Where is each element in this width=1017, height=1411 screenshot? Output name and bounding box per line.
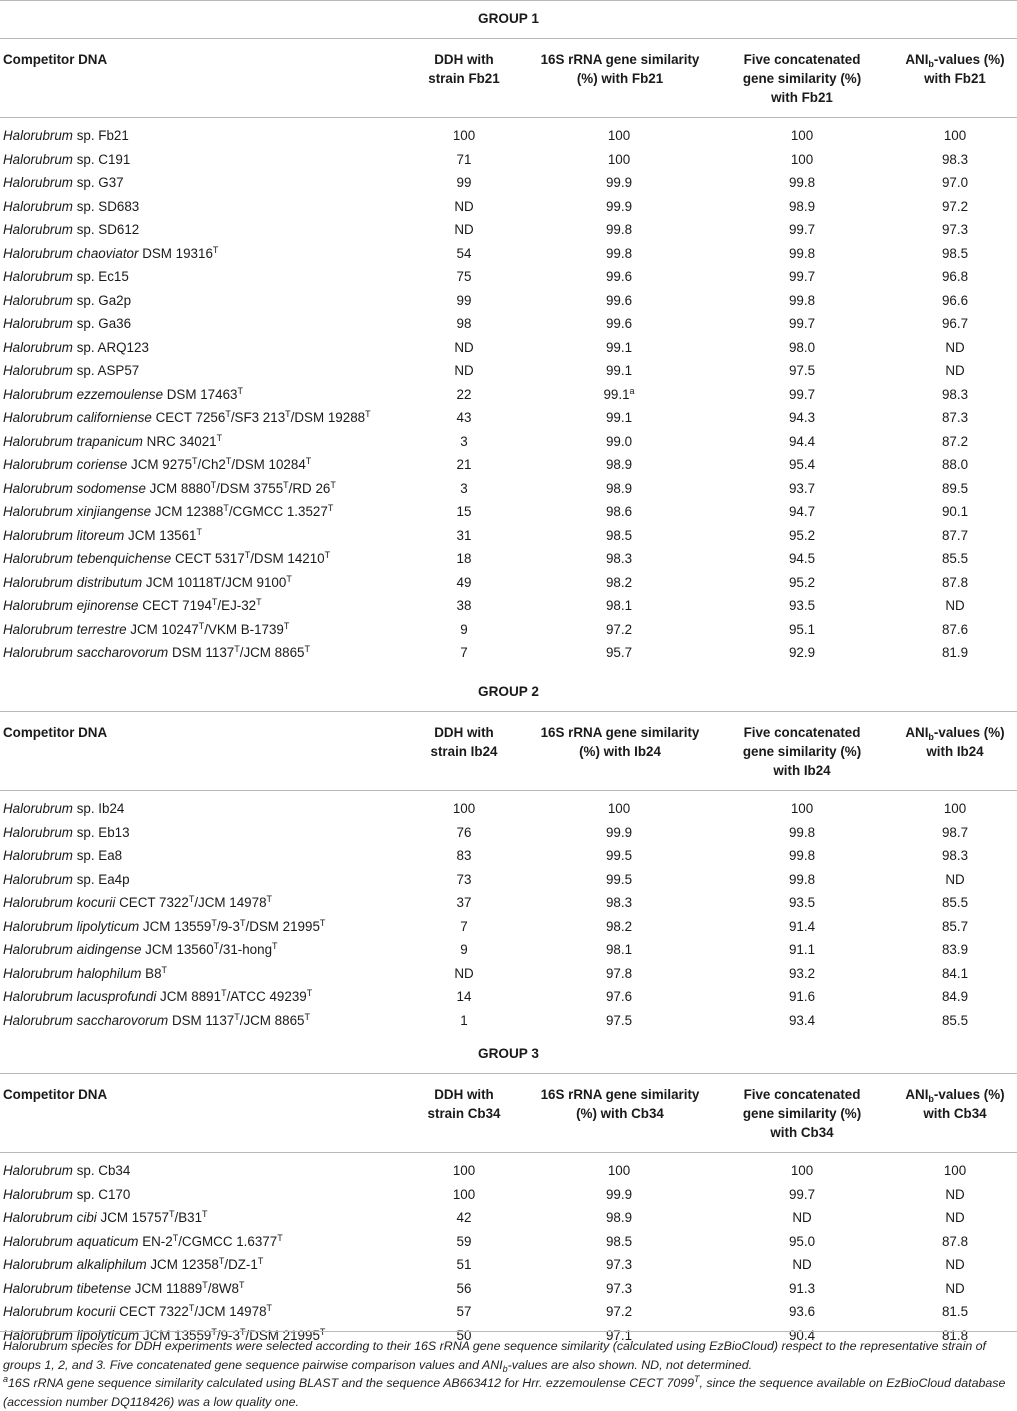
five-gene-similarity-cell: 100 (790, 151, 814, 167)
five-gene-similarity-cell: 93.5 (788, 895, 816, 910)
header-ani-line2: with Ib24 (926, 744, 984, 759)
ani-cell: 81.8 (941, 1327, 969, 1343)
header-ddh (412, 723, 516, 761)
five-gene-similarity-cell: 99.7 (788, 386, 816, 402)
five-gene-similarity-cell: 95.2 (788, 574, 816, 590)
header-ani-line2: with Cb34 (923, 1106, 987, 1121)
ddh-cell: 22 (456, 386, 472, 402)
rrna-similarity-cell: 100 (607, 1163, 631, 1178)
competitor-cell: Halorubrum sp. Ib24 (3, 801, 125, 816)
competitor-cell: Halorubrum lipolyticum JCM $13559^T/9-3^T$/DSM $21995^T$ (3, 917, 326, 934)
rrna-similarity-cell: 98.3 (605, 895, 633, 910)
table-row (0, 336, 1017, 360)
rrna-similarity-cell: 97.2 (605, 621, 633, 637)
competitor-cell: Halorubrum ezzemoulense DSM $17463^T$ (3, 385, 243, 402)
header-five-line1: Five concatenated (743, 52, 861, 67)
header-16s-line2: (%) with Fb21 (576, 71, 664, 86)
five-gene-similarity-cell: 99.7 (788, 316, 816, 331)
ddh-cell: 3 (460, 433, 468, 449)
five-gene-similarity-cell: 91.6 (788, 989, 816, 1004)
ani-cell: ND (945, 1280, 965, 1296)
five-gene-similarity-cell: 91.1 (788, 942, 816, 957)
rrna-similarity-cell: 100 (607, 128, 631, 143)
ddh-cell: 71 (456, 151, 472, 167)
table-row (0, 547, 1017, 571)
rrna-similarity-cell: 99.5 (605, 871, 633, 887)
five-gene-similarity-cell: 99.7 (788, 269, 816, 284)
ddh-cell: ND (454, 222, 474, 237)
competitor-cell: Halorubrum sp. SD683 (3, 198, 140, 214)
table-row (0, 938, 1017, 962)
table-row (0, 124, 1017, 148)
five-gene-similarity-cell: 100 (790, 128, 814, 143)
rrna-similarity-cell: 100 (607, 151, 631, 167)
competitor-cell: Halorubrum tibetense JCM $11889^T/8W8^T$ (3, 1279, 245, 1296)
rrna-similarity-cell: 99.9 (605, 824, 633, 840)
header-five-genes (727, 1085, 877, 1142)
competitor-cell: Halorubrum ejinorense CECT $7194^T/EJ-32^T$ (3, 597, 262, 613)
header-ddh-line1: DDH with (434, 52, 494, 67)
ddh-cell: 1 (460, 1012, 468, 1028)
five-gene-similarity-cell: 99.8 (788, 245, 816, 261)
header-ani (890, 723, 1017, 761)
table-row (0, 594, 1017, 618)
header-ddh (412, 50, 516, 88)
table-row (0, 962, 1017, 986)
rrna-similarity-cell: 100 (607, 801, 631, 816)
competitor-cell: Halorubrum sp. ARQ123 (3, 339, 149, 355)
competitor-cell: Halorubrum sp. Eb13 (3, 824, 130, 840)
header-five-line3: with Cb34 (770, 1125, 834, 1140)
header-five-line2: gene similarity (%) (742, 744, 862, 759)
competitor-cell: Halorubrum lipolyticum JCM $13559^T/9-3^T$/DSM $21995^T$ (3, 1326, 326, 1343)
ddh-cell: 9 (460, 942, 468, 957)
table-row (0, 868, 1017, 892)
ani-cell: 98.3 (941, 848, 969, 863)
rrna-similarity-cell: 98.3 (605, 551, 633, 566)
ddh-cell: 9 (460, 621, 468, 637)
table-row (0, 1009, 1017, 1033)
header-ddh-line1: DDH with (434, 725, 494, 740)
ani-cell: ND (945, 1210, 965, 1225)
ani-cell: 96.7 (941, 316, 969, 331)
header-five-line1: Five concatenated (743, 1087, 861, 1102)
five-gene-similarity-cell: ND (792, 1210, 812, 1225)
group-title: GROUP 1 (478, 11, 539, 26)
competitor-cell: Halorubrum aquaticum $EN-2^T$/CGMCC $1.6377^T$ (3, 1232, 283, 1249)
header-five-genes (727, 50, 877, 107)
five-gene-similarity-cell: 95.4 (788, 457, 816, 472)
table-row (0, 1159, 1017, 1183)
rrna-similarity-cell: 99.6 (605, 269, 633, 284)
five-gene-similarity-cell: 94.3 (788, 410, 816, 425)
competitor-cell: Halorubrum sodomense JCM $8880^T$/DSM $3755^T/RD$ $26^T$ (3, 479, 336, 496)
rrna-similarity-cell: 99.0 (605, 433, 633, 449)
ani-cell: 81.9 (941, 645, 969, 660)
rrna-similarity-cell: 99.5 (605, 848, 633, 863)
ani-cell: 85.5 (941, 895, 969, 910)
rrna-similarity-cell: 99.6 (605, 316, 633, 331)
ani-cell: 84.1 (941, 965, 969, 981)
table-row (0, 453, 1017, 477)
ddh-cell: 57 (456, 1304, 472, 1319)
five-gene-similarity-cell: 93.6 (788, 1304, 816, 1319)
table-row (0, 359, 1017, 383)
competitor-cell: Halorubrum sp. ASP57 (3, 363, 140, 378)
rrna-similarity-cell: 98.9 (605, 480, 633, 496)
header-16s (538, 723, 702, 761)
rrna-similarity-cell: 99.1 (605, 339, 633, 355)
ddh-cell: 100 (452, 1163, 476, 1178)
five-gene-similarity-cell: 97.5 (788, 363, 816, 378)
table-row (0, 289, 1017, 313)
table-row (0, 1300, 1017, 1324)
table-row (0, 891, 1017, 915)
rrna-similarity-cell: 99.9 (605, 175, 633, 190)
ddh-cell: 73 (456, 871, 472, 887)
table-row (0, 1183, 1017, 1207)
five-gene-similarity-cell: 99.7 (788, 222, 816, 237)
table-row (0, 1253, 1017, 1277)
competitor-cell: Halorubrum distributum JCM 10118T/JCM $9100^T$ (3, 573, 292, 590)
divider (0, 711, 1017, 712)
five-gene-similarity-cell: 99.7 (788, 1186, 816, 1202)
group-title: GROUP 2 (478, 684, 539, 699)
ani-cell: 100 (943, 128, 967, 143)
five-gene-similarity-cell: 99.8 (788, 175, 816, 190)
table-row (0, 1277, 1017, 1301)
ddh-cell: 7 (460, 918, 468, 934)
header-five-line3: with Fb21 (771, 90, 833, 105)
table-row (0, 844, 1017, 868)
ddh-cell: ND (454, 363, 474, 378)
competitor-cell: Halorubrum sp. Ec15 (3, 269, 129, 284)
ddh-cell: 100 (452, 801, 476, 816)
ani-cell: 87.3 (941, 410, 969, 425)
ddh-cell: 76 (456, 824, 472, 840)
rrna-similarity-cell: 98.5 (605, 1233, 633, 1249)
header-ddh-line2: strain Cb34 (427, 1106, 501, 1121)
header-five-line2: gene similarity (%) (742, 1106, 862, 1121)
header-ani (890, 50, 1017, 88)
ani-cell: 97.2 (941, 198, 969, 214)
five-gene-similarity-cell: 94.5 (788, 551, 816, 566)
rrna-similarity-cell: 99.8 (605, 222, 633, 237)
header-competitor: Competitor DNA (3, 52, 108, 67)
table-row (0, 915, 1017, 939)
five-gene-similarity-cell: 91.4 (788, 918, 816, 934)
rrna-similarity-cell: 99.9 (605, 1186, 633, 1202)
table-row (0, 524, 1017, 548)
competitor-cell: Halorubrum lacusprofundi JCM $8891^T$/ATCC $49239^T$ (3, 988, 313, 1004)
rrna-similarity-cell: 98.9 (605, 457, 633, 472)
ddh-cell: 7 (460, 645, 468, 660)
competitor-cell: Halorubrum sp. Fb21 (3, 128, 129, 143)
table-row (0, 218, 1017, 242)
rrna-similarity-cell: 99.8 (605, 245, 633, 261)
ani-cell: 98.3 (941, 151, 969, 167)
rrna-similarity-cell: 98.9 (605, 1210, 633, 1225)
five-gene-similarity-cell: 93.7 (788, 480, 816, 496)
rrna-similarity-cell: 97.8 (605, 965, 633, 981)
ani-cell: 90.1 (941, 504, 969, 519)
ani-cell: 98.5 (941, 245, 969, 261)
group-title: GROUP 3 (478, 1046, 539, 1061)
ddh-cell: 3 (460, 480, 468, 496)
five-gene-similarity-cell: 91.3 (788, 1280, 816, 1296)
ani-cell: 87.6 (941, 621, 969, 637)
header-ddh-line1: DDH with (434, 1087, 494, 1102)
table-row (0, 406, 1017, 430)
ddh-cell: ND (454, 339, 474, 355)
ddh-cell: 75 (456, 269, 472, 284)
rrna-similarity-cell: 98.1 (605, 598, 633, 613)
ani-cell: 84.9 (941, 989, 969, 1004)
header-five-genes (727, 723, 877, 780)
ani-cell: 96.6 (941, 292, 969, 308)
rrna-similarity-cell: 98.2 (605, 918, 633, 934)
table-row (0, 430, 1017, 454)
ani-cell: 87.2 (941, 433, 969, 449)
header-16s-line2: (%) with Cb34 (576, 1106, 664, 1121)
divider (0, 1152, 1017, 1153)
ddh-cell: 38 (456, 598, 472, 613)
ani-cell: 87.8 (941, 1233, 969, 1249)
ddh-cell: 18 (456, 551, 472, 566)
ddh-cell: 21 (456, 457, 472, 472)
five-gene-similarity-cell: 98.0 (788, 339, 816, 355)
header-ddh-line2: strain Fb21 (428, 71, 500, 86)
ddh-cell: 54 (456, 245, 472, 261)
ani-cell: 97.3 (941, 222, 969, 237)
table-row (0, 797, 1017, 821)
competitor-cell: Halorubrum sp. Cb34 (3, 1163, 131, 1178)
rrna-similarity-cell: 99.9 (605, 198, 633, 214)
five-gene-similarity-cell: 93.5 (788, 598, 816, 613)
ani-cell: 97.0 (941, 175, 969, 190)
rrna-similarity-cell: 97.5 (605, 1012, 633, 1028)
ani-cell: 98.3 (941, 386, 969, 402)
ddh-cell: 98 (456, 316, 472, 331)
competitor-cell: Halorubrum alkaliphilum JCM $12358^T/DZ-1^T$ (3, 1256, 264, 1272)
table-row (0, 641, 1017, 665)
ddh-cell: 100 (452, 128, 476, 143)
competitor-cell: Halorubrum saccharovorum DSM $1137^T$/JCM $8865^T$ (3, 1011, 310, 1028)
table-row (0, 171, 1017, 195)
table-footnote: Halorubrum species for DDH experiments were selected according to their 16S rRNA gene sequence similarity (calculated using EzBioCloud) respect to the representative strain of groups 1, 2, and 3. Five concatenated gene sequence pairwise comparison values and $ANI_b$-values are also shown. ND, not determined. (3, 1339, 986, 1374)
competitor-cell: Halorubrum sp. C191 (3, 151, 131, 167)
table-row (0, 383, 1017, 407)
divider (0, 117, 1017, 118)
ddh-cell: 99 (456, 175, 472, 190)
divider (0, 1073, 1017, 1074)
competitor-cell: Halorubrum terrestre JCM $10247^T$/VKM $B-1739^T$ (3, 620, 290, 637)
ddh-cell: 31 (456, 527, 472, 543)
table-row (0, 148, 1017, 172)
header-16s (538, 1085, 702, 1123)
rrna-similarity-cell: 97.2 (605, 1304, 633, 1319)
header-ani (890, 1085, 1017, 1123)
competitor-cell: Halorubrum sp. Ga36 (3, 316, 132, 331)
table-row (0, 500, 1017, 524)
competitor-cell: Halorubrum kocurii CECT $7322^T$/JCM $14978^T$ (3, 1303, 273, 1319)
table-row (0, 242, 1017, 266)
ani-cell: ND (945, 1186, 965, 1202)
competitor-cell: Halorubrum sp. Ea8 (3, 848, 123, 863)
header-16s (538, 50, 702, 88)
rrna-similarity-cell: 99.6 (605, 292, 633, 308)
ani-cell: ND (945, 1257, 965, 1272)
five-gene-similarity-cell: 99.8 (788, 824, 816, 840)
five-gene-similarity-cell: 93.4 (788, 1012, 816, 1028)
ddh-cell: 14 (456, 989, 472, 1004)
ani-cell: 81.5 (941, 1304, 969, 1319)
five-gene-similarity-cell: 90.4 (788, 1327, 816, 1343)
ani-cell: 87.8 (941, 574, 969, 590)
ani-cell: ND (945, 871, 965, 887)
ddh-cell: 56 (456, 1280, 472, 1296)
header-five-line2: gene similarity (%) (742, 71, 862, 86)
five-gene-similarity-cell: 95.0 (788, 1233, 816, 1249)
divider (0, 1331, 1017, 1332)
table-row (0, 265, 1017, 289)
ddh-cell: 99 (456, 292, 472, 308)
competitor-cell: Halorubrum halophilum $B8^T$ (3, 964, 168, 981)
table-row (0, 821, 1017, 845)
ani-cell: 98.7 (941, 824, 969, 840)
ddh-cell: ND (454, 198, 474, 214)
competitor-cell: Halorubrum saccharovorum DSM $1137^T$/JCM $8865^T$ (3, 644, 310, 660)
header-competitor: Competitor DNA (3, 725, 108, 740)
five-gene-similarity-cell: 95.2 (788, 527, 816, 543)
header-ani-line1: $ANI_b$-values (%) (905, 52, 1005, 69)
rrna-similarity-cell: 95.7 (605, 645, 633, 660)
competitor-cell: Halorubrum sp. Ea4p (3, 871, 130, 887)
table-row (0, 618, 1017, 642)
ani-cell: ND (945, 363, 965, 378)
header-ddh-line2: strain Ib24 (430, 744, 498, 759)
ani-cell: 100 (943, 801, 967, 816)
rrna-similarity-cell: 98.2 (605, 574, 633, 590)
header-ani-line1: $ANI_b$-values (%) (905, 725, 1005, 742)
ddh-cell: 49 (456, 574, 472, 590)
ddh-cell: 15 (456, 504, 472, 519)
header-five-line3: with Ib24 (773, 763, 831, 778)
five-gene-similarity-cell: 95.1 (788, 621, 816, 637)
competitor-cell: Halorubrum californiense CECT $7256^T/SF3$ $213^T$/DSM $19288^T$ (3, 409, 371, 425)
five-gene-similarity-cell: 99.8 (788, 871, 816, 887)
ani-cell: 85.5 (941, 1012, 969, 1028)
five-gene-similarity-cell: 94.7 (788, 504, 816, 519)
header-ddh (412, 1085, 516, 1123)
ddh-cell: 37 (456, 895, 472, 910)
ddh-cell: 100 (452, 1186, 476, 1202)
header-16s-line1: 16S rRNA gene similarity (540, 725, 700, 740)
table-row (0, 195, 1017, 219)
five-gene-similarity-cell: 94.4 (788, 433, 816, 449)
ani-cell: 88.0 (941, 457, 969, 472)
competitor-cell: Halorubrum chaoviator DSM $19316^T$ (3, 244, 219, 261)
table-row (0, 571, 1017, 595)
table-row (0, 1206, 1017, 1230)
rrna-similarity-cell: 99.1 (605, 363, 633, 378)
competitor-cell: Halorubrum cibi JCM $15757^T/B31^T$ (3, 1209, 208, 1225)
table-row (0, 477, 1017, 501)
competitor-cell: Halorubrum sp. C170 (3, 1186, 131, 1202)
ddh-cell: 42 (456, 1210, 472, 1225)
divider (0, 790, 1017, 791)
five-gene-similarity-cell: 100 (790, 801, 814, 816)
ani-cell: 96.8 (941, 269, 969, 284)
competitor-cell: Halorubrum sp. SD612 (3, 222, 140, 237)
ani-cell: 85.5 (941, 551, 969, 566)
table-row (0, 1230, 1017, 1254)
header-16s-line1: 16S rRNA gene similarity (540, 1087, 700, 1102)
ddh-cell: 59 (456, 1233, 472, 1249)
rrna-similarity-cell: 98.6 (605, 504, 633, 519)
competitor-cell: Halorubrum trapanicum NRC $34021^T$ (3, 432, 223, 449)
header-16s-line2: (%) with Ib24 (579, 744, 661, 759)
five-gene-similarity-cell: 99.8 (788, 292, 816, 308)
ani-cell: 85.7 (941, 918, 969, 934)
competitor-cell: Halorubrum sp. G37 (3, 175, 124, 190)
competitor-cell: Halorubrum coriense JCM $9275^T/Ch2^T$/DSM $10284^T$ (3, 456, 312, 472)
table-row (0, 985, 1017, 1009)
rrna-similarity-cell: 99.1$^a$ (603, 385, 635, 402)
rrna-similarity-cell: 99.1 (605, 410, 633, 425)
competitor-cell: Halorubrum xinjiangense JCM $12388^T$/CGMCC $1.3527^T$ (3, 503, 334, 519)
header-five-line1: Five concatenated (743, 725, 861, 740)
competitor-cell: Halorubrum kocurii CECT $7322^T$/JCM $14978^T$ (3, 894, 273, 910)
header-ani-line1: $ANI_b$-values (%) (905, 1087, 1005, 1104)
header-16s-line1: 16S rRNA gene similarity (540, 52, 700, 67)
table-row (0, 312, 1017, 336)
five-gene-similarity-cell: 100 (790, 1163, 814, 1178)
five-gene-similarity-cell: 99.8 (788, 848, 816, 863)
ddh-cell: 83 (456, 848, 472, 863)
ddh-cell: 50 (456, 1327, 472, 1343)
header-competitor: Competitor DNA (3, 1087, 108, 1102)
rrna-similarity-cell: 98.1 (605, 942, 633, 957)
ddh-cell: 43 (456, 410, 472, 425)
five-gene-similarity-cell: ND (792, 1257, 812, 1272)
rrna-similarity-cell: 97.1 (605, 1327, 633, 1343)
rrna-similarity-cell: 97.3 (605, 1280, 633, 1296)
ani-cell: 83.9 (941, 942, 969, 957)
rrna-similarity-cell: 98.5 (605, 527, 633, 543)
ani-cell: 89.5 (941, 480, 969, 496)
competitor-cell: Halorubrum aidingense JCM $13560^T/31-hong^T$ (3, 941, 278, 957)
five-gene-similarity-cell: 93.2 (788, 965, 816, 981)
table-footnote-a: $^a$16S rRNA gene sequence similarity calculated using BLAST and the sequence AB663412 for Hrr. ezzemoulense CECT $7099^T$, since the sequence available on EzBioCloud database (accession number DQ118426) was a low quality one. (3, 1374, 1006, 1409)
ani-cell: 87.7 (941, 527, 969, 543)
five-gene-similarity-cell: 92.9 (788, 645, 816, 660)
ani-cell: ND (945, 598, 965, 613)
rrna-similarity-cell: 97.3 (605, 1257, 633, 1272)
competitor-cell: Halorubrum litoreum JCM $13561^T$ (3, 526, 203, 543)
rrna-similarity-cell: 97.6 (605, 989, 633, 1004)
ddh-cell: ND (454, 965, 474, 981)
divider (0, 38, 1017, 39)
competitor-cell: Halorubrum sp. Ga2p (3, 292, 132, 308)
ddh-cell: 51 (456, 1257, 472, 1272)
ani-cell: 100 (943, 1163, 967, 1178)
ani-cell: ND (945, 339, 965, 355)
competitor-cell: Halorubrum tebenquichense CECT $5317^T$/DSM $14210^T$ (3, 550, 331, 566)
five-gene-similarity-cell: 98.9 (788, 198, 816, 214)
header-ani-line2: with Fb21 (924, 71, 986, 86)
